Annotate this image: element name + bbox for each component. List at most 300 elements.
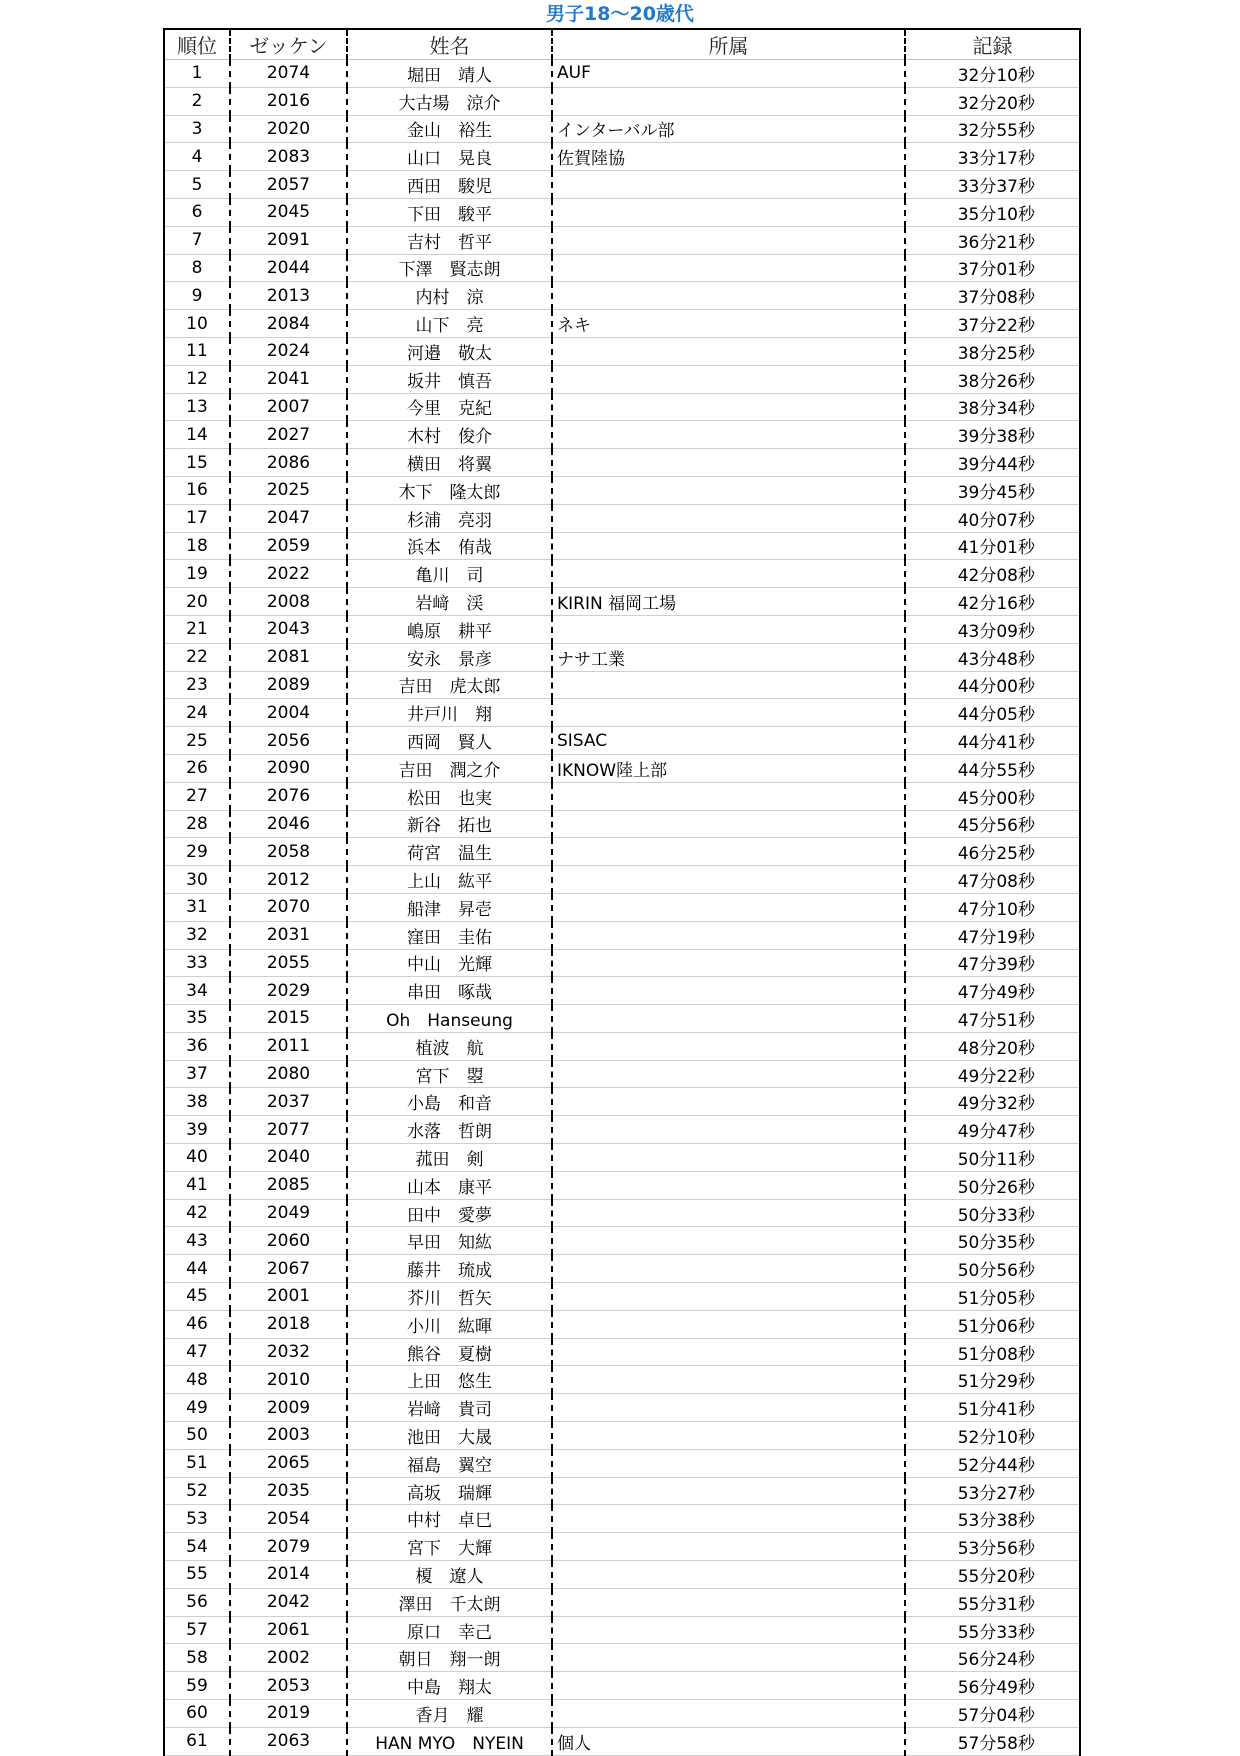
table-row bbox=[164, 310, 1080, 338]
team-cell bbox=[552, 1477, 905, 1505]
rank-cell: 55 bbox=[164, 1561, 230, 1589]
team-cell: AUF bbox=[552, 60, 905, 88]
name-cell: 中山 光輝 bbox=[347, 949, 552, 977]
rank-cell: 27 bbox=[164, 782, 230, 810]
bib-cell: 2070 bbox=[230, 893, 347, 921]
time-cell: 45分56秒 bbox=[905, 810, 1080, 838]
team-cell bbox=[552, 1032, 905, 1060]
time-cell: 47分19秒 bbox=[905, 921, 1080, 949]
bib-cell: 2007 bbox=[230, 393, 347, 421]
time-cell: 45分00秒 bbox=[905, 782, 1080, 810]
name-cell: 串田 啄哉 bbox=[347, 977, 552, 1005]
rank-cell: 45 bbox=[164, 1283, 230, 1311]
table-row bbox=[164, 1032, 1080, 1060]
team-cell bbox=[552, 421, 905, 449]
table-row bbox=[164, 1116, 1080, 1144]
team-cell bbox=[552, 1394, 905, 1422]
name-cell: 木村 俊介 bbox=[347, 421, 552, 449]
table-row bbox=[164, 532, 1080, 560]
name-cell: 早田 知紘 bbox=[347, 1227, 552, 1255]
rank-cell: 10 bbox=[164, 310, 230, 338]
time-cell: 50分26秒 bbox=[905, 1171, 1080, 1199]
name-cell: 堀田 靖人 bbox=[347, 60, 552, 88]
time-cell: 47分08秒 bbox=[905, 866, 1080, 894]
team-cell bbox=[552, 1227, 905, 1255]
time-cell: 50分11秒 bbox=[905, 1144, 1080, 1172]
time-cell: 39分45秒 bbox=[905, 476, 1080, 504]
time-cell: 37分22秒 bbox=[905, 310, 1080, 338]
table-row bbox=[164, 1144, 1080, 1172]
name-cell: 山本 康平 bbox=[347, 1171, 552, 1199]
rank-cell: 43 bbox=[164, 1227, 230, 1255]
results-table bbox=[163, 28, 1081, 1756]
team-cell bbox=[552, 949, 905, 977]
team-cell: KIRIN 福岡工場 bbox=[552, 588, 905, 616]
table-row bbox=[164, 1505, 1080, 1533]
time-cell: 53分27秒 bbox=[905, 1477, 1080, 1505]
time-cell: 35分10秒 bbox=[905, 198, 1080, 226]
bib-cell: 2009 bbox=[230, 1394, 347, 1422]
rank-cell: 30 bbox=[164, 866, 230, 894]
time-cell: 32分20秒 bbox=[905, 87, 1080, 115]
rank-cell: 15 bbox=[164, 449, 230, 477]
bib-cell: 2043 bbox=[230, 615, 347, 643]
team-cell bbox=[552, 393, 905, 421]
name-cell: 小島 和音 bbox=[347, 1088, 552, 1116]
bib-cell: 2059 bbox=[230, 532, 347, 560]
team-cell bbox=[552, 198, 905, 226]
time-cell: 57分04秒 bbox=[905, 1700, 1080, 1728]
rank-cell: 34 bbox=[164, 977, 230, 1005]
time-cell: 44分55秒 bbox=[905, 754, 1080, 782]
rank-cell: 1 bbox=[164, 60, 230, 88]
table-row bbox=[164, 226, 1080, 254]
team-cell bbox=[552, 337, 905, 365]
name-cell: 吉田 虎太郎 bbox=[347, 671, 552, 699]
name-cell: 井戸川 翔 bbox=[347, 699, 552, 727]
bib-cell: 2025 bbox=[230, 476, 347, 504]
table-row bbox=[164, 866, 1080, 894]
rank-cell: 6 bbox=[164, 198, 230, 226]
rank-cell: 33 bbox=[164, 949, 230, 977]
time-cell: 55分20秒 bbox=[905, 1561, 1080, 1589]
bib-cell: 2003 bbox=[230, 1422, 347, 1450]
team-cell bbox=[552, 476, 905, 504]
rank-cell: 49 bbox=[164, 1394, 230, 1422]
table-row bbox=[164, 1199, 1080, 1227]
time-cell: 42分08秒 bbox=[905, 560, 1080, 588]
time-cell: 49分32秒 bbox=[905, 1088, 1080, 1116]
rank-cell: 5 bbox=[164, 171, 230, 199]
time-cell: 52分10秒 bbox=[905, 1422, 1080, 1450]
name-cell: 上山 紘平 bbox=[347, 866, 552, 894]
name-cell: 坂井 慎吾 bbox=[347, 365, 552, 393]
name-cell: 中村 卓巳 bbox=[347, 1505, 552, 1533]
rank-cell: 9 bbox=[164, 282, 230, 310]
team-cell bbox=[552, 87, 905, 115]
time-cell: 44分05秒 bbox=[905, 699, 1080, 727]
bib-cell: 2013 bbox=[230, 282, 347, 310]
name-cell: 中島 翔太 bbox=[347, 1672, 552, 1700]
rank-cell: 59 bbox=[164, 1672, 230, 1700]
name-cell: 吉田 潤之介 bbox=[347, 754, 552, 782]
table-row bbox=[164, 893, 1080, 921]
bib-cell: 2004 bbox=[230, 699, 347, 727]
bib-cell: 2035 bbox=[230, 1477, 347, 1505]
table-row bbox=[164, 1644, 1080, 1672]
bib-cell: 2027 bbox=[230, 421, 347, 449]
name-cell: 浜本 侑哉 bbox=[347, 532, 552, 560]
table-row bbox=[164, 143, 1080, 171]
table-row bbox=[164, 754, 1080, 782]
name-cell: 宮下 大輝 bbox=[347, 1533, 552, 1561]
table-row bbox=[164, 1366, 1080, 1394]
name-cell: 内村 涼 bbox=[347, 282, 552, 310]
table-row bbox=[164, 1561, 1080, 1589]
bib-cell: 2014 bbox=[230, 1561, 347, 1589]
rank-cell: 32 bbox=[164, 921, 230, 949]
rank-cell: 52 bbox=[164, 1477, 230, 1505]
name-cell: 船津 昇壱 bbox=[347, 893, 552, 921]
time-cell: 51分08秒 bbox=[905, 1338, 1080, 1366]
bib-cell: 2080 bbox=[230, 1060, 347, 1088]
team-cell bbox=[552, 1338, 905, 1366]
rank-cell: 42 bbox=[164, 1199, 230, 1227]
team-cell: インターバル部 bbox=[552, 115, 905, 143]
team-cell bbox=[552, 1644, 905, 1672]
name-cell: 高坂 瑞輝 bbox=[347, 1477, 552, 1505]
team-cell bbox=[552, 615, 905, 643]
bib-cell: 2022 bbox=[230, 560, 347, 588]
team-cell bbox=[552, 504, 905, 532]
time-cell: 38分26秒 bbox=[905, 365, 1080, 393]
bib-cell: 2077 bbox=[230, 1116, 347, 1144]
rank-cell: 29 bbox=[164, 838, 230, 866]
name-cell: 朝日 翔一朗 bbox=[347, 1644, 552, 1672]
bib-cell: 2015 bbox=[230, 1005, 347, 1033]
table-row bbox=[164, 254, 1080, 282]
bib-cell: 2031 bbox=[230, 921, 347, 949]
bib-cell: 2047 bbox=[230, 504, 347, 532]
column-header-name: 姓名 bbox=[347, 29, 552, 60]
name-cell: 澤田 千太朗 bbox=[347, 1588, 552, 1616]
rank-cell: 24 bbox=[164, 699, 230, 727]
rank-cell: 58 bbox=[164, 1644, 230, 1672]
time-cell: 47分39秒 bbox=[905, 949, 1080, 977]
rank-cell: 26 bbox=[164, 754, 230, 782]
bib-cell: 2045 bbox=[230, 198, 347, 226]
column-header-team: 所属 bbox=[552, 29, 905, 60]
table-row bbox=[164, 87, 1080, 115]
column-header-rank: 順位 bbox=[164, 29, 230, 60]
table-row bbox=[164, 1283, 1080, 1311]
rank-cell: 22 bbox=[164, 643, 230, 671]
team-cell: 佐賀陸協 bbox=[552, 143, 905, 171]
table-row bbox=[164, 560, 1080, 588]
table-row bbox=[164, 699, 1080, 727]
team-cell bbox=[552, 1366, 905, 1394]
time-cell: 51分29秒 bbox=[905, 1366, 1080, 1394]
bib-cell: 2091 bbox=[230, 226, 347, 254]
bib-cell: 2020 bbox=[230, 115, 347, 143]
rank-cell: 31 bbox=[164, 893, 230, 921]
bib-cell: 2019 bbox=[230, 1700, 347, 1728]
rank-cell: 40 bbox=[164, 1144, 230, 1172]
name-cell: 山下 亮 bbox=[347, 310, 552, 338]
time-cell: 43分09秒 bbox=[905, 615, 1080, 643]
table-row bbox=[164, 643, 1080, 671]
name-cell: 原口 幸己 bbox=[347, 1616, 552, 1644]
name-cell: 菰田 剣 bbox=[347, 1144, 552, 1172]
time-cell: 44分41秒 bbox=[905, 727, 1080, 755]
bib-cell: 2089 bbox=[230, 671, 347, 699]
rank-cell: 17 bbox=[164, 504, 230, 532]
rank-cell: 38 bbox=[164, 1088, 230, 1116]
name-cell: 新谷 拓也 bbox=[347, 810, 552, 838]
rank-cell: 7 bbox=[164, 226, 230, 254]
bib-cell: 2008 bbox=[230, 588, 347, 616]
rank-cell: 3 bbox=[164, 115, 230, 143]
time-cell: 32分55秒 bbox=[905, 115, 1080, 143]
column-header-time: 記録 bbox=[905, 29, 1080, 60]
table-row bbox=[164, 171, 1080, 199]
time-cell: 44分00秒 bbox=[905, 671, 1080, 699]
table-row bbox=[164, 1727, 1080, 1755]
name-cell: 木下 隆太郎 bbox=[347, 476, 552, 504]
team-cell bbox=[552, 1505, 905, 1533]
name-cell: 大古場 涼介 bbox=[347, 87, 552, 115]
name-cell: 松田 也実 bbox=[347, 782, 552, 810]
time-cell: 48分20秒 bbox=[905, 1032, 1080, 1060]
rank-cell: 50 bbox=[164, 1422, 230, 1450]
name-cell: 荷宮 温生 bbox=[347, 838, 552, 866]
column-header-bib: ゼッケン bbox=[230, 29, 347, 60]
bib-cell: 2046 bbox=[230, 810, 347, 838]
team-cell bbox=[552, 782, 905, 810]
name-cell: 窪田 圭佑 bbox=[347, 921, 552, 949]
bib-cell: 2024 bbox=[230, 337, 347, 365]
name-cell: 今里 克紀 bbox=[347, 393, 552, 421]
team-cell bbox=[552, 449, 905, 477]
table-row bbox=[164, 1588, 1080, 1616]
table-row bbox=[164, 977, 1080, 1005]
rank-cell: 25 bbox=[164, 727, 230, 755]
team-cell bbox=[552, 921, 905, 949]
table-body bbox=[164, 60, 1080, 1756]
table-row bbox=[164, 921, 1080, 949]
time-cell: 47分10秒 bbox=[905, 893, 1080, 921]
team-cell bbox=[552, 532, 905, 560]
bib-cell: 2056 bbox=[230, 727, 347, 755]
name-cell: 杉浦 亮羽 bbox=[347, 504, 552, 532]
time-cell: 55分31秒 bbox=[905, 1588, 1080, 1616]
table-row bbox=[164, 449, 1080, 477]
name-cell: HAN MYO NYEIN bbox=[347, 1727, 552, 1755]
name-cell: 亀川 司 bbox=[347, 560, 552, 588]
name-cell: 西岡 賢人 bbox=[347, 727, 552, 755]
name-cell: 西田 駿児 bbox=[347, 171, 552, 199]
rank-cell: 14 bbox=[164, 421, 230, 449]
rank-cell: 2 bbox=[164, 87, 230, 115]
name-cell: 岩﨑 貴司 bbox=[347, 1394, 552, 1422]
table-row bbox=[164, 393, 1080, 421]
time-cell: 50分56秒 bbox=[905, 1255, 1080, 1283]
rank-cell: 47 bbox=[164, 1338, 230, 1366]
rank-cell: 36 bbox=[164, 1032, 230, 1060]
table-row bbox=[164, 1700, 1080, 1728]
rank-cell: 18 bbox=[164, 532, 230, 560]
time-cell: 37分01秒 bbox=[905, 254, 1080, 282]
table-row bbox=[164, 1477, 1080, 1505]
table-row bbox=[164, 1616, 1080, 1644]
name-cell: 藤井 琉成 bbox=[347, 1255, 552, 1283]
rank-cell: 46 bbox=[164, 1310, 230, 1338]
time-cell: 40分07秒 bbox=[905, 504, 1080, 532]
name-cell: Oh Hanseung bbox=[347, 1005, 552, 1033]
bib-cell: 2018 bbox=[230, 1310, 347, 1338]
bib-cell: 2057 bbox=[230, 171, 347, 199]
time-cell: 51分06秒 bbox=[905, 1310, 1080, 1338]
bib-cell: 2032 bbox=[230, 1338, 347, 1366]
rank-cell: 23 bbox=[164, 671, 230, 699]
table-row bbox=[164, 421, 1080, 449]
table-row bbox=[164, 476, 1080, 504]
table-row bbox=[164, 504, 1080, 532]
table-row bbox=[164, 1672, 1080, 1700]
time-cell: 56分24秒 bbox=[905, 1644, 1080, 1672]
name-cell: 田中 愛夢 bbox=[347, 1199, 552, 1227]
bib-cell: 2085 bbox=[230, 1171, 347, 1199]
time-cell: 38分34秒 bbox=[905, 393, 1080, 421]
time-cell: 43分48秒 bbox=[905, 643, 1080, 671]
bib-cell: 2061 bbox=[230, 1616, 347, 1644]
team-cell bbox=[552, 171, 905, 199]
team-cell bbox=[552, 1144, 905, 1172]
time-cell: 50分33秒 bbox=[905, 1199, 1080, 1227]
time-cell: 53分38秒 bbox=[905, 1505, 1080, 1533]
bib-cell: 2076 bbox=[230, 782, 347, 810]
team-cell bbox=[552, 1005, 905, 1033]
time-cell: 37分08秒 bbox=[905, 282, 1080, 310]
table-row bbox=[164, 1171, 1080, 1199]
rank-cell: 57 bbox=[164, 1616, 230, 1644]
table-row bbox=[164, 1088, 1080, 1116]
rank-cell: 54 bbox=[164, 1533, 230, 1561]
bib-cell: 2040 bbox=[230, 1144, 347, 1172]
bib-cell: 2067 bbox=[230, 1255, 347, 1283]
bib-cell: 2016 bbox=[230, 87, 347, 115]
rank-cell: 35 bbox=[164, 1005, 230, 1033]
name-cell: 水落 哲朗 bbox=[347, 1116, 552, 1144]
team-cell bbox=[552, 1422, 905, 1450]
rank-cell: 12 bbox=[164, 365, 230, 393]
bib-cell: 2011 bbox=[230, 1032, 347, 1060]
name-cell: 芥川 哲矢 bbox=[347, 1283, 552, 1311]
table-row bbox=[164, 115, 1080, 143]
header-row bbox=[164, 29, 1080, 60]
rank-cell: 8 bbox=[164, 254, 230, 282]
table-row bbox=[164, 1227, 1080, 1255]
table-row bbox=[164, 198, 1080, 226]
team-cell bbox=[552, 1255, 905, 1283]
table-row bbox=[164, 615, 1080, 643]
bib-cell: 2012 bbox=[230, 866, 347, 894]
table-row bbox=[164, 1394, 1080, 1422]
team-cell bbox=[552, 365, 905, 393]
name-cell: 河邉 敬太 bbox=[347, 337, 552, 365]
table-row bbox=[164, 1255, 1080, 1283]
time-cell: 33分17秒 bbox=[905, 143, 1080, 171]
name-cell: 嶋原 耕平 bbox=[347, 615, 552, 643]
name-cell: 熊谷 夏樹 bbox=[347, 1338, 552, 1366]
table-row bbox=[164, 1422, 1080, 1450]
bib-cell: 2079 bbox=[230, 1533, 347, 1561]
rank-cell: 44 bbox=[164, 1255, 230, 1283]
time-cell: 56分49秒 bbox=[905, 1672, 1080, 1700]
bib-cell: 2049 bbox=[230, 1199, 347, 1227]
table-row bbox=[164, 1449, 1080, 1477]
name-cell: 下田 駿平 bbox=[347, 198, 552, 226]
team-cell bbox=[552, 838, 905, 866]
bib-cell: 2058 bbox=[230, 838, 347, 866]
team-cell bbox=[552, 1588, 905, 1616]
time-cell: 51分05秒 bbox=[905, 1283, 1080, 1311]
time-cell: 38分25秒 bbox=[905, 337, 1080, 365]
table-row bbox=[164, 60, 1080, 88]
table-row bbox=[164, 727, 1080, 755]
name-cell: 池田 大晟 bbox=[347, 1422, 552, 1450]
time-cell: 57分58秒 bbox=[905, 1727, 1080, 1755]
rank-cell: 56 bbox=[164, 1588, 230, 1616]
table-row bbox=[164, 838, 1080, 866]
name-cell: 小川 紘暉 bbox=[347, 1310, 552, 1338]
bib-cell: 2041 bbox=[230, 365, 347, 393]
bib-cell: 2081 bbox=[230, 643, 347, 671]
name-cell: 山口 晃良 bbox=[347, 143, 552, 171]
bib-cell: 2010 bbox=[230, 1366, 347, 1394]
time-cell: 51分41秒 bbox=[905, 1394, 1080, 1422]
team-cell: ネキ bbox=[552, 310, 905, 338]
team-cell bbox=[552, 1310, 905, 1338]
rank-cell: 51 bbox=[164, 1449, 230, 1477]
rank-cell: 20 bbox=[164, 588, 230, 616]
bib-cell: 2029 bbox=[230, 977, 347, 1005]
team-cell bbox=[552, 671, 905, 699]
rank-cell: 61 bbox=[164, 1727, 230, 1755]
name-cell: 榎 遼人 bbox=[347, 1561, 552, 1589]
bib-cell: 2037 bbox=[230, 1088, 347, 1116]
team-cell bbox=[552, 1672, 905, 1700]
team-cell: 個人 bbox=[552, 1727, 905, 1755]
bib-cell: 2060 bbox=[230, 1227, 347, 1255]
rank-cell: 39 bbox=[164, 1116, 230, 1144]
bib-cell: 2055 bbox=[230, 949, 347, 977]
table-row bbox=[164, 588, 1080, 616]
table-row bbox=[164, 1533, 1080, 1561]
name-cell: 横田 将翼 bbox=[347, 449, 552, 477]
table-row bbox=[164, 949, 1080, 977]
page-title: 男子18～20歳代 bbox=[546, 3, 694, 25]
team-cell bbox=[552, 1116, 905, 1144]
team-cell bbox=[552, 866, 905, 894]
team-cell bbox=[552, 1533, 905, 1561]
rank-cell: 37 bbox=[164, 1060, 230, 1088]
time-cell: 39分44秒 bbox=[905, 449, 1080, 477]
table-row bbox=[164, 1060, 1080, 1088]
bib-cell: 2074 bbox=[230, 60, 347, 88]
time-cell: 49分47秒 bbox=[905, 1116, 1080, 1144]
time-cell: 47分51秒 bbox=[905, 1005, 1080, 1033]
